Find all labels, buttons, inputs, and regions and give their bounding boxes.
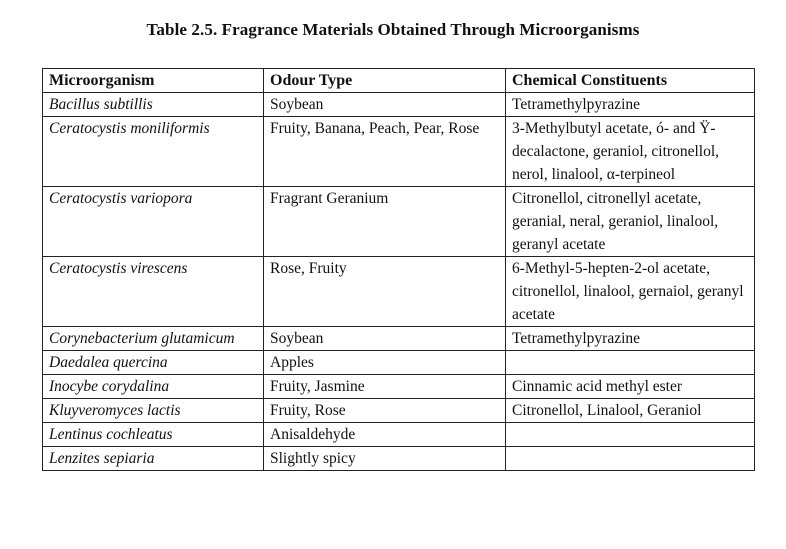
header-microorganism: Microorganism xyxy=(43,69,264,93)
cell-microorganism: Bacillus subtillis xyxy=(43,93,264,117)
cell-odour-type: Soybean xyxy=(264,93,506,117)
table-row xyxy=(43,375,755,399)
cell-microorganism: Corynebacterium glutamicum xyxy=(43,327,264,351)
cell-chemical-constituents: Citronellol, citronellyl acetate, geranial, neral, geraniol, linalool, geranyl acetate xyxy=(506,187,755,257)
table-row xyxy=(43,399,755,423)
cell-odour-type: Rose, Fruity xyxy=(264,257,506,327)
cell-microorganism: Lenzites sepiaria xyxy=(43,447,264,471)
table-row xyxy=(43,257,755,327)
table-row xyxy=(43,93,755,117)
table-title: Table 2.5. Fragrance Materials Obtained Through Microorganisms xyxy=(146,20,640,39)
header-row xyxy=(43,69,755,93)
cell-microorganism: Kluyveromyces lactis xyxy=(43,399,264,423)
cell-chemical-constituents: 6-Methyl-5-hepten-2-ol acetate, citronellol, linalool, gernaiol, geranyl acetate xyxy=(506,257,755,327)
table-row xyxy=(43,351,755,375)
cell-microorganism: Daedalea quercina xyxy=(43,351,264,375)
cell-odour-type: Anisaldehyde xyxy=(264,423,506,447)
table-row xyxy=(43,187,755,257)
cell-odour-type: Fragrant Geranium xyxy=(264,187,506,257)
header-chemical-constituents: Chemical Constituents xyxy=(506,69,755,93)
cell-odour-type: Fruity, Rose xyxy=(264,399,506,423)
cell-chemical-constituents: Citronellol, Linalool, Geraniol xyxy=(506,399,755,423)
cell-chemical-constituents: Cinnamic acid methyl ester xyxy=(506,375,755,399)
cell-microorganism: Inocybe corydalina xyxy=(43,375,264,399)
cell-odour-type: Apples xyxy=(264,351,506,375)
cell-chemical-constituents xyxy=(506,423,755,447)
cell-microorganism: Ceratocystis variopora xyxy=(43,187,264,257)
cell-microorganism: Ceratocystis virescens xyxy=(43,257,264,327)
cell-chemical-constituents xyxy=(506,447,755,471)
cell-chemical-constituents: 3-Methylbutyl acetate, ó- and Ÿ-decalactone, geraniol, citronellol, nerol, linalool, α-terpineol xyxy=(506,117,755,187)
table-row xyxy=(43,447,755,471)
table-row xyxy=(43,423,755,447)
cell-odour-type: Slightly spicy xyxy=(264,447,506,471)
cell-odour-type: Fruity, Jasmine xyxy=(264,375,506,399)
table-row xyxy=(43,327,755,351)
cell-microorganism: Ceratocystis moniliformis xyxy=(43,117,264,187)
cell-chemical-constituents: Tetramethylpyrazine xyxy=(506,93,755,117)
cell-chemical-constituents: Tetramethylpyrazine xyxy=(506,327,755,351)
table-row xyxy=(43,117,755,187)
cell-odour-type: Fruity, Banana, Peach, Pear, Rose xyxy=(264,117,506,187)
cell-microorganism: Lentinus cochleatus xyxy=(43,423,264,447)
cell-chemical-constituents xyxy=(506,351,755,375)
cell-odour-type: Soybean xyxy=(264,327,506,351)
fragrance-table xyxy=(42,68,755,471)
header-odour-type: Odour Type xyxy=(264,69,506,93)
